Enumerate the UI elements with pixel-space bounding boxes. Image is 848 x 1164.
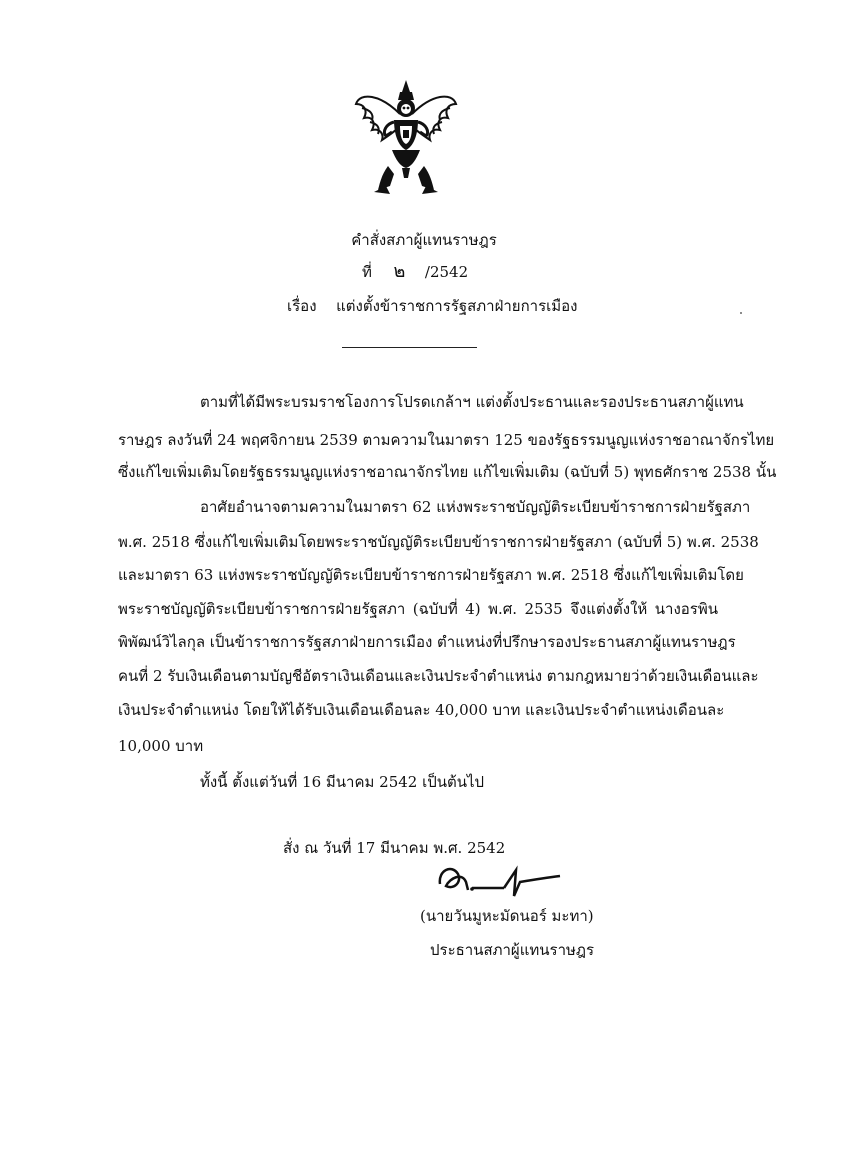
p1-line-1: ตามที่ได้มีพระบรมราชโองการโปรดเกล้าฯ แต่งตั้งประธานและรองประธานสภาผู้แทน [200,393,744,411]
p2-line-6: คนที่ 2 รับเงินเดือนตามบัญชีอัตราเงินเดือนและเงินประจำตำแหน่ง ตามกฎหมายว่าด้วยเงินเดือนและ [118,667,759,685]
p2-line-2: พ.ศ. 2518 ซึ่งแก้ไขเพิ่มเติมโดยพระราชบัญญัติระเบียบข้าราชการฝ่ายรัฐสภา (ฉบับที่ 5) พ.ศ. 2538 [118,533,759,551]
p1-line-3: ซึ่งแก้ไขเพิ่มเติมโดยรัฐธรรมนูญแห่งราชอาณาจักรไทย แก้ไขเพิ่มเติม (ฉบับที่ 5) พุทธศักราช 2538 นั้น [118,463,777,481]
signature [432,852,572,902]
order-number [362,262,468,282]
order-number-value: ๒ [393,261,406,282]
signer-name: (นายวันมูหะมัดนอร์ มะทา) [420,907,594,925]
ordered-date: สั่ง ณ วันที่ 17 มีนาคม พ.ศ. 2542 [283,839,506,857]
p2-line-8: 10,000 บาท [118,737,204,755]
subject-text: แต่งตั้งข้าราชการรัฐสภาฝ่ายการเมือง [336,297,578,315]
scan-speck [740,312,742,314]
order-subject [287,296,578,316]
p2-line-4: พระราชบัญญัติระเบียบข้าราชการฝ่ายรัฐสภา (ฉบับที่ 4) พ.ศ. 2535 จึงแต่งตั้งให้ นางอรพิน [118,600,718,618]
p2-line-5: พิพัฒน์วิไลกุล เป็นข้าราชการรัฐสภาฝ่ายการเมือง ตำแหน่งที่ปรึกษารองประธานสภาผู้แทนราษฎร [118,633,736,651]
p1-line-2: ราษฎร ลงวันที่ 24 พฤศจิกายน 2539 ตามความในมาตรา 125 ของรัฐธรรมนูญแห่งราชอาณาจักรไทย [118,431,775,449]
header-divider [342,347,477,348]
order-year: /2542 [424,263,469,281]
effective-date: ทั้งนี้ ตั้งแต่วันที่ 16 มีนาคม 2542 เป็นต้นไป [200,773,485,791]
p2-line-3: และมาตรา 63 แห่งพระราชบัญญัติระเบียบข้าราชการฝ่ายรัฐสภา พ.ศ. 2518 ซึ่งแก้ไขเพิ่มเติมโดย [118,566,744,584]
order-number-prefix: ที่ [362,263,372,281]
p2-line-7: เงินประจำตำแหน่ง โดยให้ได้รับเงินเดือนเดือนละ 40,000 บาท และเงินประจำตำแหน่งเดือนละ [118,701,725,719]
p2-line-1: อาศัยอำนาจตามความในมาตรา 62 แห่งพระราชบัญญัติระเบียบข้าราชการฝ่ายรัฐสภา [200,498,751,516]
signer-title: ประธานสภาผู้แทนราษฎร [430,941,595,959]
garuda-emblem [350,74,462,198]
order-title: คำสั่งสภาผู้แทนราษฎร [351,231,497,249]
subject-label: เรื่อง [287,297,317,315]
